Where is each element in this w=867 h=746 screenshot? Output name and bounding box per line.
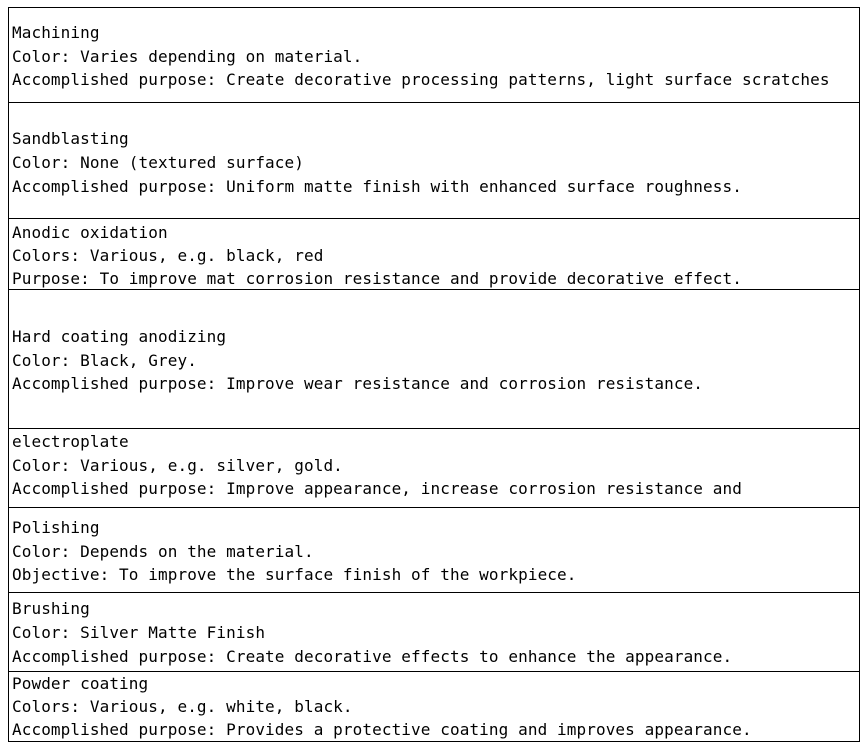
row-purpose: Accomplished purpose: Improve wear resistance and corrosion resistance.	[12, 374, 704, 393]
row-color: Color: Various, e.g. silver, gold.	[12, 456, 343, 475]
row-anodic-oxidation	[9, 219, 859, 290]
row-title: Sandblasting	[12, 129, 129, 148]
row-title: Powder coating	[12, 674, 149, 693]
row-purpose: Accomplished purpose: Uniform matte finish with enhanced surface roughness.	[12, 177, 742, 196]
row-title: Hard coating anodizing	[12, 327, 227, 346]
row-color: Color: None (textured surface)	[12, 153, 304, 172]
row-purpose: Accomplished purpose: Create decorative effects to enhance the appearance.	[12, 647, 733, 666]
row-purpose: Accomplished purpose: Provides a protective coating and improves appearance.	[12, 720, 752, 739]
row-color: Colors: Various, e.g. white, black.	[12, 697, 353, 716]
row-title: electroplate	[12, 432, 129, 451]
row-powder-coating	[9, 672, 859, 742]
row-color: Color: Depends on the material.	[12, 542, 314, 561]
row-purpose: Objective: To improve the surface finish of the workpiece.	[12, 565, 577, 584]
row-purpose: Purpose: To improve mat corrosion resistance and provide decorative effect.	[12, 269, 742, 288]
row-color: Color: Varies depending on material.	[12, 47, 363, 66]
row-color: Color: Black, Grey.	[12, 351, 197, 370]
row-brushing	[9, 593, 859, 672]
row-hard-coating-anodizing	[9, 290, 859, 429]
surface-treatment-table	[8, 7, 860, 742]
row-electroplate	[9, 429, 859, 508]
row-machining	[9, 8, 859, 103]
row-sandblasting	[9, 103, 859, 219]
row-color: Color: Silver Matte Finish	[12, 623, 266, 642]
row-title: Anodic oxidation	[12, 223, 168, 242]
row-purpose: Accomplished purpose: Improve appearance, increase corrosion resistance and	[12, 479, 742, 498]
row-polishing	[9, 508, 859, 593]
row-title: Brushing	[12, 599, 90, 618]
row-title: Polishing	[12, 518, 100, 537]
row-title: Machining	[12, 23, 100, 42]
row-color: Colors: Various, e.g. black, red	[12, 246, 324, 265]
row-purpose: Accomplished purpose: Create decorative processing patterns, light surface scratches	[12, 70, 830, 89]
